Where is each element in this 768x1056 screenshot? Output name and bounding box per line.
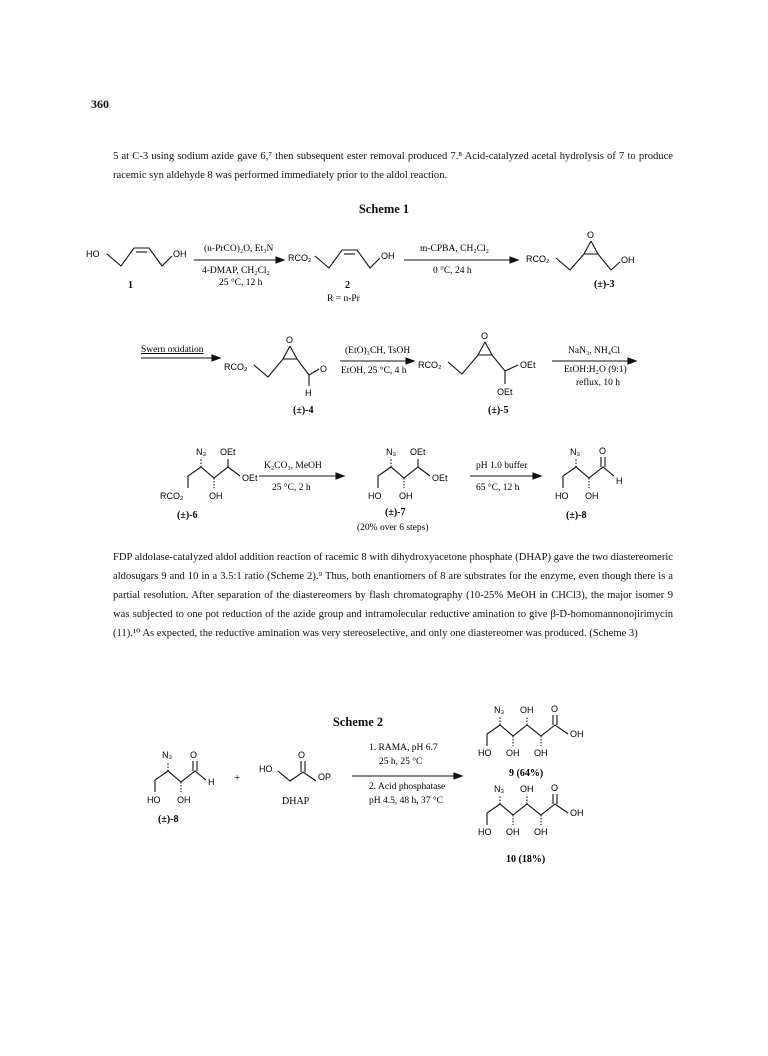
p10-n3: N₃ [494, 784, 505, 794]
c3-oh: OH [621, 255, 635, 265]
p10-o: O [551, 783, 559, 793]
c4-o: O [286, 335, 294, 345]
product-10-skeleton [487, 804, 568, 825]
c3-rco2: RCO₂ [526, 254, 550, 264]
c6-rco2: RCO₂ [160, 491, 184, 501]
c6-oet2: OEt [242, 473, 258, 483]
r2-bot: 0 °C, 24 h [433, 266, 472, 276]
r3-top: Swern oxidation [141, 345, 204, 355]
paragraph-intro: 5 at C-3 using sodium azide gave 6,⁷ then subsequent ester removal produced 7.⁸ Acid-catalyzed acetal hydrolysis of 7 to produce racemic syn aldehyde 8 was performed immediately prior to the aldol reaction. [113, 151, 673, 181]
paragraph-discussion: FDP aldolase-catalyzed aldol addition reaction of racemic 8 with dihydroxyacetone phosphate (DHAP) gave the two diastereomeric aldosugars 9 and 10 in a 3.5:1 ratio (Scheme 2).⁹ Thus, both enantiomers of 8 are substrates for the enzyme, even though there is a partial resolution. After separation of the diastereomers by flash chromatography (10-25% MeOH in CHCl3), the major isomer 9 was subjected to one pot reduction of the azide group and intramolecular reductive amination to give β-D-homomannonojirimycin (11).¹⁰ As expected, the reductive amination was very stereoselective, and only one diastereomer was produced. (Scheme 3) [113, 552, 673, 639]
r5-top: NaN₃, NH₄Cl [568, 346, 621, 356]
c6-oet1: OEt [220, 447, 236, 457]
c7-label: (±)-7 [385, 507, 406, 518]
p9-oh-end: OH [570, 729, 584, 739]
r4-top: (EtO)₃CH, TsOH [345, 346, 411, 356]
c5-rco2: RCO₂ [418, 360, 442, 370]
c3-o: O [587, 230, 595, 240]
c8-label: (±)-8 [566, 510, 587, 521]
c6-n3: N₃ [196, 447, 207, 457]
c8-o: O [599, 446, 607, 456]
s2-8-ho: HO [147, 795, 161, 805]
p9-label: 9 (64%) [509, 768, 544, 779]
r1-bot2: 25 °C, 12 h [219, 278, 263, 288]
plus-sign: + [234, 772, 241, 784]
r2-top: m-CPBA, CH₂Cl₂ [420, 244, 489, 254]
dhap-o: O [298, 750, 306, 760]
p9-oh3: OH [534, 748, 548, 758]
s2-r-bot2: pH 4.5, 48 h, 37 °C [369, 796, 443, 806]
s2-r-bot1: 2. Acid phosphatase [369, 782, 446, 792]
c1-oh: OH [173, 249, 187, 259]
p9-oh1: OH [520, 705, 534, 715]
c4-label: (±)-4 [293, 405, 314, 416]
c2-label: 2 [345, 280, 350, 291]
c5-oet2: OEt [497, 387, 513, 397]
dhap-skeleton [278, 771, 316, 781]
c6-label: (±)-6 [177, 510, 198, 521]
c2-r: R = n-Pr [327, 294, 360, 304]
product-9-skeleton [487, 725, 568, 746]
s2-8-o: O [190, 750, 198, 760]
c6-oh: OH [209, 491, 223, 501]
s2-r-top2: 25 h, 25 °C [379, 757, 423, 767]
c8-oh: OH [585, 491, 599, 501]
c4-ald-o: O [320, 364, 328, 374]
p9-ho: HO [478, 748, 492, 758]
c5-o: O [481, 331, 489, 341]
c1-label: 1 [128, 280, 133, 291]
dhap-ho: HO [259, 764, 273, 774]
c2-rco2: RCO₂ [288, 253, 312, 263]
s2-8-n3: N₃ [162, 750, 173, 760]
c7-ho: HO [368, 491, 382, 501]
s2-8-label: (±)-8 [158, 814, 179, 825]
c8-n3: N₃ [570, 447, 581, 457]
p9-oh2: OH [506, 748, 520, 758]
p9-o: O [551, 704, 559, 714]
r5-bot2: reflux, 10 h [576, 378, 621, 388]
p10-ho: HO [478, 827, 492, 837]
r7-bot: 65 °C, 12 h [476, 483, 520, 493]
p10-label: 10 (18%) [506, 854, 546, 865]
p10-oh-end: OH [570, 808, 584, 818]
p9-n3: N₃ [494, 705, 505, 715]
p10-oh2: OH [506, 827, 520, 837]
c2-oh: OH [381, 251, 395, 261]
scheme-2-title: Scheme 2 [332, 715, 384, 729]
r5-bot1: EtOH:H₂O (9:1) [564, 365, 627, 375]
p10-oh1: OH [520, 784, 534, 794]
r4-bot: EtOH, 25 °C, 4 h [341, 366, 407, 376]
page-number: 360 [91, 97, 109, 111]
c4-h: H [305, 388, 312, 398]
scheme-1-title: Scheme 1 [358, 202, 410, 216]
c7-note: (20% over 6 steps) [357, 523, 429, 533]
c3-label: (±)-3 [594, 279, 615, 290]
dhap-label: DHAP [282, 796, 310, 807]
r1-top: (n-PrCO)₂O, Et₃N [204, 244, 274, 254]
s2-8-h: H [208, 777, 215, 787]
r1-bot1: 4-DMAP, CH₂Cl₂ [202, 266, 270, 276]
c8-h: H [616, 476, 623, 486]
p10-oh3: OH [534, 827, 548, 837]
c7-oet1: OEt [410, 447, 426, 457]
r6-bot: 25 °C, 2 h [272, 483, 311, 493]
r7-top: pH 1.0 buffer [476, 461, 528, 471]
c1-ho: HO [86, 249, 100, 259]
s2-8-oh: OH [177, 795, 191, 805]
c5-oet1: OEt [520, 360, 536, 370]
r6-top: K₂CO₃, MeOH [264, 461, 322, 471]
c4-rco2: RCO₂ [224, 362, 248, 372]
c8-ho: HO [555, 491, 569, 501]
c7-n3: N₃ [386, 447, 397, 457]
c5-label: (±)-5 [488, 405, 509, 416]
dhap-op: OP [318, 772, 332, 782]
s2-r-top1: 1. RAMA, pH 6.7 [369, 743, 438, 753]
c7-oet2: OEt [432, 473, 448, 483]
c7-oh: OH [399, 491, 413, 501]
